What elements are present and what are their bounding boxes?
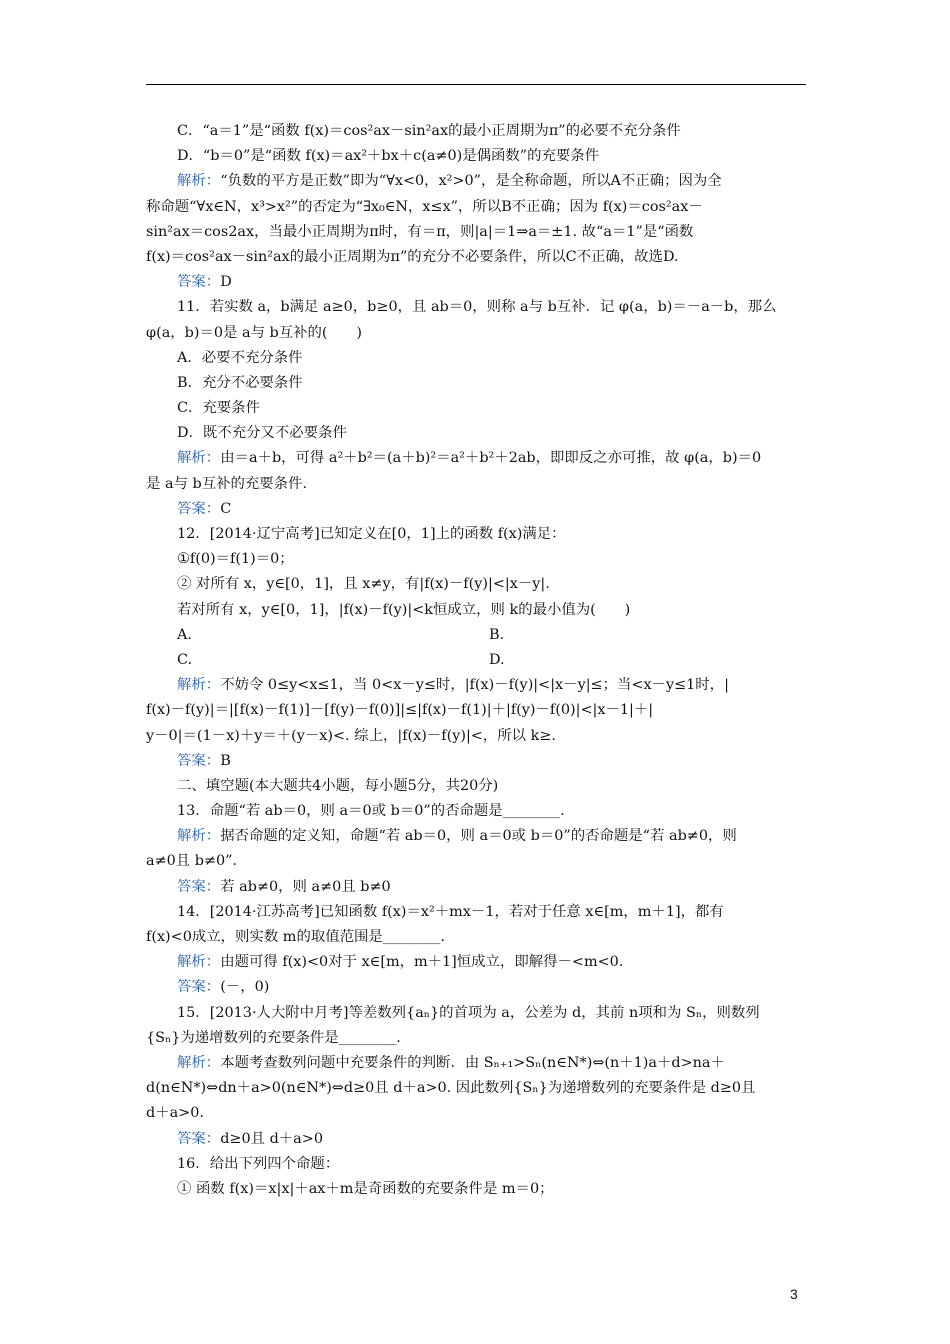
text-line (146, 925, 808, 950)
text-line (146, 849, 808, 874)
line-text: a≠0且 b≠0”． (146, 853, 247, 870)
line-text: D．既不充分又不必要条件 (177, 425, 347, 442)
text-line (146, 1001, 808, 1026)
text-line (146, 1026, 808, 1051)
text-line (146, 875, 808, 900)
text-line (146, 371, 808, 396)
header-rule (146, 84, 806, 85)
text-line (146, 598, 808, 623)
line-text: 12．[2014·辽宁高考]已知定义在[0，1]上的函数 f(x)满足： (177, 526, 566, 542)
line-text: A. (177, 626, 192, 643)
text-line (146, 1127, 808, 1152)
line-text: C．“a＝1”是“函数 f(x)＝cos²ax－sin²ax的最小正周期为π”的必要不充分条件 (177, 123, 681, 139)
text-line (146, 295, 808, 320)
text-line (146, 572, 808, 597)
line-text: 据否命题的定义知，命题“若 ab＝0，则 a＝0或 b＝0”的否命题是“若 ab≠0，则 (220, 828, 737, 845)
line-text: 由题可得 f(x)<0对于 x∈[m，m＋1]恒成立，即解得－<m<0. (220, 954, 624, 971)
page-body (146, 119, 808, 1202)
text-line (146, 195, 808, 220)
text-line (146, 774, 808, 799)
answer-key-label: 答案： (177, 274, 221, 291)
text-line (146, 144, 808, 169)
line-text: C. (177, 651, 193, 668)
line-text: {Sₙ}为递增数列的充要条件是________. (146, 1029, 401, 1046)
line-text: “负数的平方是正数”即为“∀x<0，x²>0”，是全称命题，所以A不正确；因为全 (220, 173, 722, 190)
answer-key-label: 答案： (177, 1130, 221, 1147)
text-line (146, 900, 808, 925)
text-line (146, 169, 808, 194)
text-line (146, 497, 808, 522)
line-text: 由＝a＋b，可得 a²＋b²＝(a＋b)²＝a²＋b²＋2ab，即即反之亦可推，故 φ(a，b)＝0 (220, 450, 762, 467)
answer-key-label: 解析： (177, 450, 221, 467)
line-text: f(x)<0成立，则实数 m的取值范围是________. (146, 929, 445, 945)
answer-key-label: 答案： (177, 979, 221, 996)
text-line (146, 547, 808, 572)
text-line (146, 950, 808, 975)
text-line (146, 749, 808, 774)
line-text: ② 对所有 x，y∈[0，1]，且 x≠y，有|f(x)－f(y)|<|x－y|. (177, 576, 550, 593)
line-text: A．必要不充分条件 (177, 349, 303, 366)
text-line (146, 446, 808, 471)
text-line (146, 824, 808, 849)
text-line (146, 1177, 808, 1202)
text-line (146, 245, 808, 270)
line-text: ①f(0)＝f(1)＝0； (177, 551, 294, 568)
answer-key-label: 答案： (177, 878, 221, 895)
answer-key-label: 解析： (177, 173, 221, 190)
line-text: ① 函数 f(x)＝x|x|＋ax＋m是奇函数的充要条件是 m＝0； (177, 1180, 554, 1197)
text-line (146, 799, 808, 824)
answer-key-label: 解析： (177, 1054, 221, 1071)
answer-key-label: 解析： (177, 954, 221, 971)
text-line (146, 1076, 808, 1101)
text-line (146, 648, 808, 673)
line-text: 不妨令 0≤y<x≤1，当 0<x－y≤时，|f(x)－f(y)|<|x－y|≤；当<x－y≤1时，| (220, 677, 729, 694)
line-text: 16．给出下列四个命题： (177, 1155, 340, 1172)
text-line (146, 673, 808, 698)
line-text: 若对所有 x，y∈[0，1]，|f(x)－f(y)|<k恒成立，则 k的最小值为( ) (177, 601, 631, 618)
line-text: 13．命题“若 ab＝0，则 a＝0或 b＝0”的否命题是________． (177, 803, 575, 820)
line-text: C．充要条件 (177, 400, 260, 417)
line-text: 二、填空题(本大题共4小题，每小题5分，共20分) (177, 777, 499, 794)
line-text: φ(a，b)＝0是 a与 b互补的( ) (146, 324, 362, 341)
line-text: 是 a与 b互补的充要条件. (146, 475, 308, 492)
text-line (146, 1051, 808, 1076)
text-line (146, 321, 808, 346)
text-line (146, 119, 808, 144)
answer-key-label: 解析： (177, 828, 221, 845)
text-line (146, 1152, 808, 1177)
option-label: D. (489, 651, 505, 668)
text-line (146, 270, 808, 295)
line-text: d(n∈N*)⇔dn＋a>0(n∈N*)⇔d≥0且 d＋a>0. 因此数列{Sₙ}为递增数列的充要条件是 d≥0且 (146, 1080, 756, 1097)
line-text: 14．[2014·江苏高考]已知函数 f(x)＝x²＋mx－1，若对于任意 x∈[m，m＋1]，都有 (177, 903, 724, 920)
text-line (146, 1101, 808, 1126)
text-line (146, 522, 808, 547)
line-text: f(x)－f(y)|＝|[f(x)－f(1)]－[f(y)－f(0)]|≤|f(x)－f(1)|＋|f(y)－f(0)|<|x－1|＋| (146, 702, 654, 719)
line-text: f(x)＝cos²ax－sin²ax的最小正周期为π”的充分不必要条件，所以C不正确，故选D. (146, 248, 679, 265)
line-text: 本题考查数列问题中充要条件的判断．由 Sₙ₊₁>Sₙ(n∈N*)⇔(n＋1)a＋d>na＋ (220, 1054, 725, 1071)
text-line (146, 220, 808, 245)
line-text: B．充分不必要条件 (177, 374, 303, 391)
line-text: y－0|＝(1－x)＋y＝＋(y－x)<. 综上，|f(x)－f(y)|<，所以 k≥. (146, 727, 556, 744)
line-text: 若 ab≠0，则 a≠0且 b≠0 (220, 878, 391, 895)
text-line (146, 975, 808, 1000)
text-line (146, 421, 808, 446)
answer-key-label: 答案： (177, 500, 221, 517)
line-text: D (220, 274, 232, 291)
line-text: d≥0且 d＋a>0 (220, 1130, 323, 1147)
text-line (146, 472, 808, 497)
line-text: B (220, 752, 231, 769)
line-text: 11．若实数 a，b满足 a≥0，b≥0，且 ab＝0，则称 a与 b互补．记 φ(a，b)＝－a－b，那么 (177, 299, 777, 316)
text-line (146, 346, 808, 371)
text-line (146, 698, 808, 723)
text-line (146, 623, 808, 648)
line-text: d＋a>0. (146, 1105, 204, 1122)
text-line (146, 724, 808, 749)
answer-key-label: 解析： (177, 677, 221, 694)
page-number: 3 (790, 1286, 798, 1302)
line-text: 称命题“∀x∈N，x³>x²”的否定为“∃x₀∈N，x≤x”，所以B不正确；因为 f(x)＝cos²ax－ (146, 198, 703, 215)
line-text: (－，0) (220, 979, 270, 996)
option-label: B. (489, 626, 505, 643)
line-text: C (220, 500, 232, 517)
line-text: sin²ax＝cos2ax，当最小正周期为π时，有＝π，则|a|＝1⇒a＝±1. 故“a＝1”是“函数 (146, 223, 694, 240)
text-line (146, 396, 808, 421)
answer-key-label: 答案： (177, 752, 221, 769)
line-text: D．“b＝0”是“函数 f(x)＝ax²＋bx＋c(a≠0)是偶函数”的充要条件 (177, 148, 600, 165)
line-text: 15．[2013·人大附中月考]等差数列{aₙ}的首项为 a，公差为 d，其前 n项和为 Sₙ，则数列 (177, 1004, 760, 1021)
